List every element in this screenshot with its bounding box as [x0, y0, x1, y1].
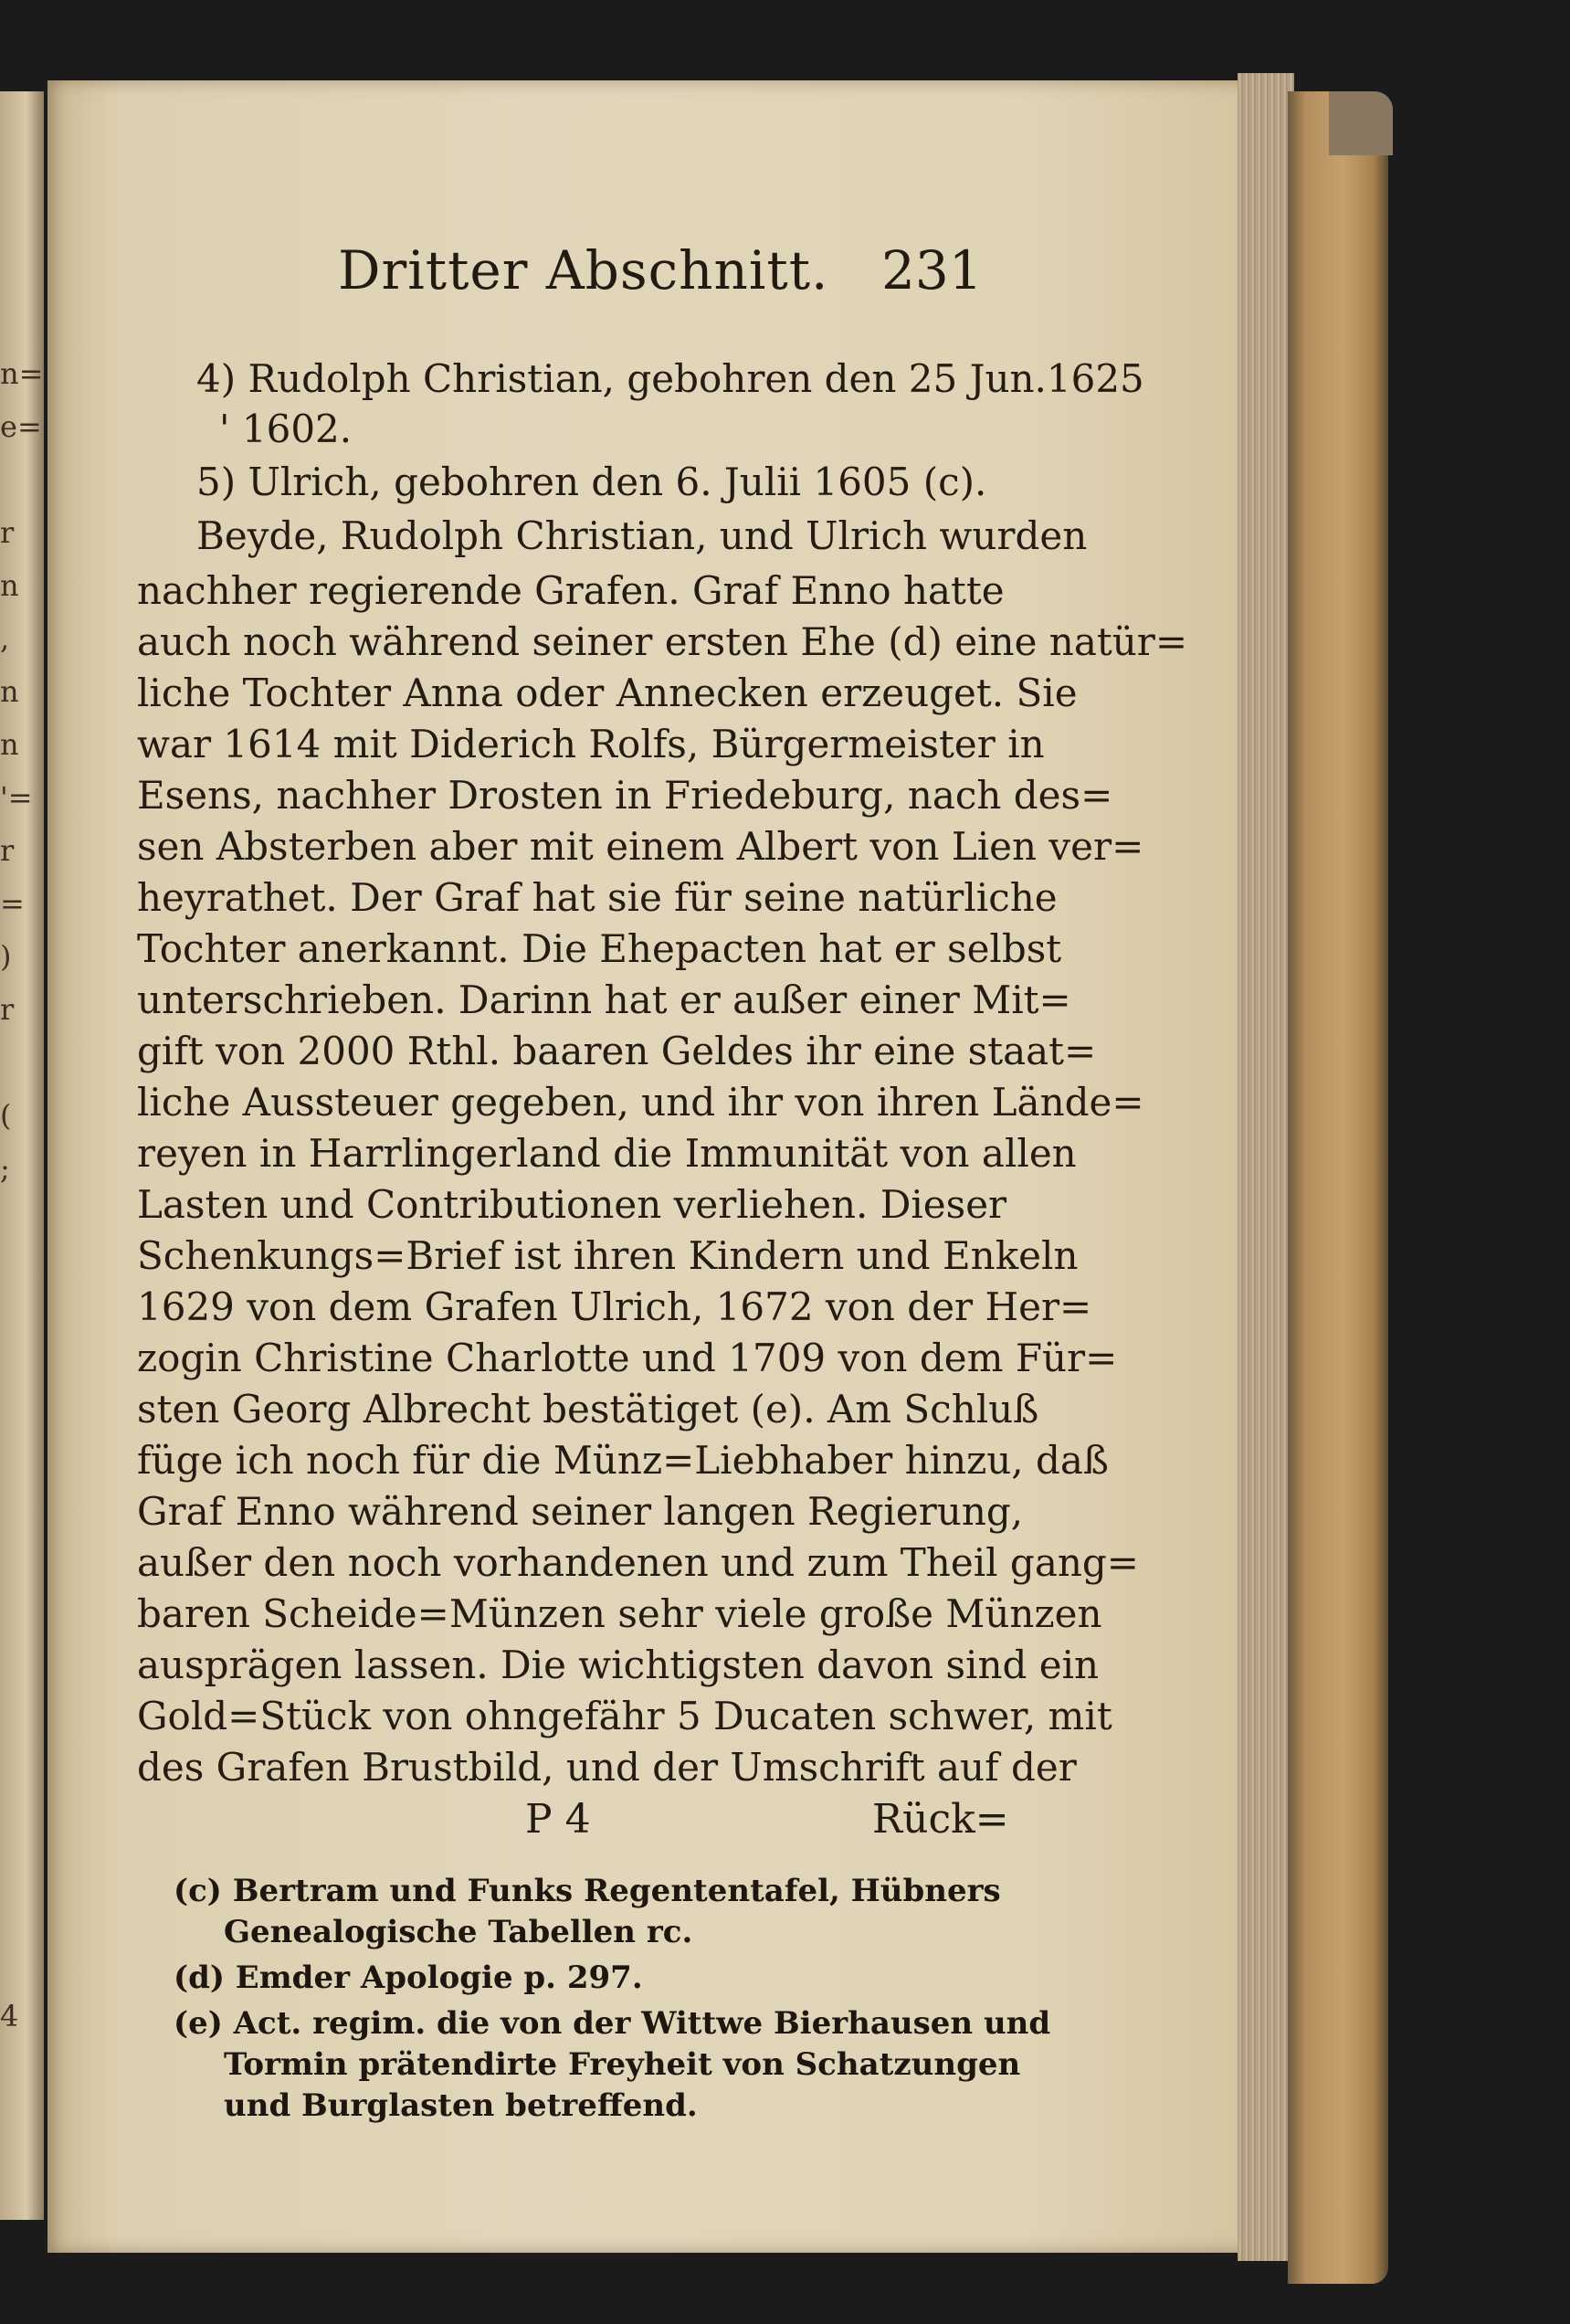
footnote-line: und Burglasten betreffend.	[224, 2087, 698, 2124]
body-line: des Grafen Brustbild, und der Umschrift auf der	[137, 1745, 1077, 1790]
body-line: zogin Christine Charlotte und 1709 von dem Für=	[137, 1336, 1118, 1380]
left-page-text-fragments: n= e= r n , n n '= r = ) r ( ; 4	[0, 356, 44, 2034]
signature-mark: P 4	[525, 1796, 591, 1843]
body-line: Graf Enno während seiner langen Regierung,	[137, 1489, 1024, 1534]
cover-corner	[1329, 91, 1393, 155]
body-line: füge ich noch für die Münz=Liebhaber hinzu, daß	[137, 1438, 1109, 1483]
body-line: liche Tochter Anna oder Annecken erzeuget. Sie	[137, 671, 1078, 715]
body-line: sen Absterben aber mit einem Albert von Lien ver=	[137, 824, 1144, 869]
body-line: war 1614 mit Diderich Rolfs, Bürgermeister in	[137, 722, 1045, 766]
body-line: liche Aussteuer gegeben, und ihr von ihren Lände=	[137, 1080, 1144, 1125]
body-line: baren Scheide=Münzen sehr viele große Münzen	[137, 1591, 1102, 1636]
body-line: Beyde, Rudolph Christian, und Ulrich wurden	[196, 513, 1088, 558]
footnote-line: Tormin prätendirte Freyheit von Schatzungen	[224, 2046, 1021, 2083]
footnote-line: Genealogische Tabellen rc.	[224, 1914, 693, 1950]
body-line: Lasten und Contributionen verliehen. Dieser	[137, 1182, 1007, 1227]
body-line: unterschrieben. Darinn hat er außer einer Mit=	[137, 977, 1071, 1022]
body-line: heyrathet. Der Graf hat sie für seine natürliche	[137, 875, 1058, 920]
body-line: gift von 2000 Rthl. baaren Geldes ihr eine staat=	[137, 1029, 1097, 1073]
body-line: 4) Rudolph Christian, gebohren den 25 Jun.1625	[196, 356, 1144, 401]
body-line: nachher regierende Grafen. Graf Enno hatte	[137, 568, 1005, 613]
body-line: Tochter anerkannt. Die Ehepacten hat er selbst	[137, 926, 1062, 971]
book-cover-edge	[1288, 91, 1388, 2284]
running-header: Dritter Abschnitt.	[338, 239, 829, 301]
body-line: ausprägen lassen. Die wichtigsten davon sind ein	[137, 1643, 1100, 1687]
footnote-line: (e) Act. regim. die von der Wittwe Bierhausen und	[174, 2005, 1051, 2042]
footnote-line: (d) Emder Apologie p. 297.	[174, 1960, 643, 1996]
page-number: 231	[881, 239, 983, 301]
body-line: sten Georg Albrecht bestätiget (e). Am Schluß	[137, 1387, 1039, 1431]
body-line: ' 1602.	[219, 407, 353, 451]
body-line: Esens, nachher Drosten in Friedeburg, nach des=	[137, 773, 1113, 818]
body-line: 5) Ulrich, gebohren den 6. Julii 1605 (c).	[196, 460, 987, 504]
body-line: reyen in Harrlingerland die Immunität von allen	[137, 1131, 1077, 1176]
page-stack-edge	[1238, 73, 1294, 2261]
body-line: Gold=Stück von ohngefähr 5 Ducaten schwer, mit	[137, 1694, 1112, 1738]
body-line: 1629 von dem Grafen Ulrich, 1672 von der Her=	[137, 1284, 1092, 1329]
body-line: Schenkungs=Brief ist ihren Kindern und Enkeln	[137, 1233, 1079, 1278]
catchword: Rück=	[872, 1796, 1009, 1843]
footnote-line: (c) Bertram und Funks Regententafel, Hübners	[174, 1873, 1001, 1909]
body-line: außer den noch vorhandenen und zum Theil gang=	[137, 1540, 1139, 1585]
body-line: auch noch während seiner ersten Ehe (d) eine natür=	[137, 619, 1188, 664]
